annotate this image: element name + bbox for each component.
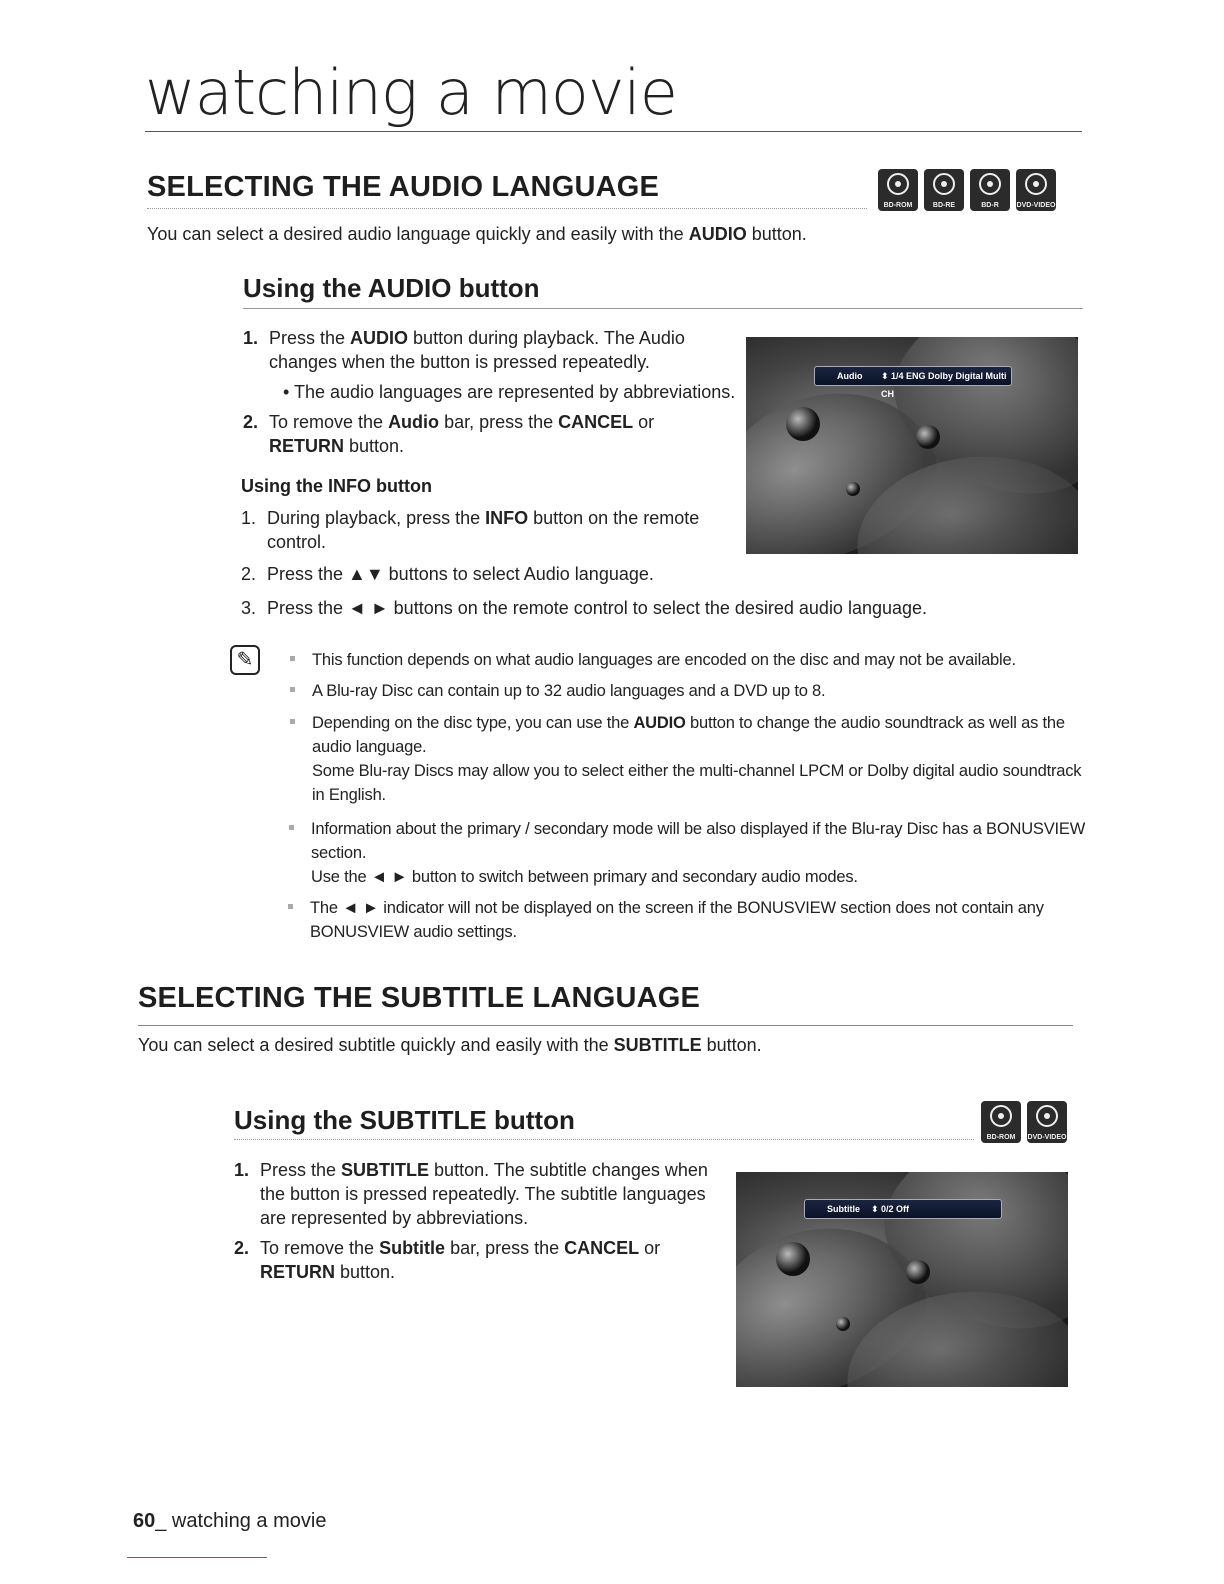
subtitle-osd-bar: Subtitle ⬍ 0/2 Off <box>804 1199 1002 1219</box>
audio-section-heading: SELECTING THE AUDIO LANGUAGE <box>147 171 660 203</box>
chapter-rule <box>145 131 1082 132</box>
info-button-heading: Using the INFO button <box>241 476 432 496</box>
audio-note-5: The ◄ ► indicator will not be displayed on the screen if the BONUSVIEW section does not contain any BONUSVIEW audio settings. <box>310 896 1090 944</box>
subtitle-disc-badges <box>975 1101 1067 1148</box>
disc-dvdvideo-icon: DVD-VIDEO <box>1027 1101 1067 1143</box>
subtitle-subheading: Using the SUBTITLE button <box>234 1105 575 1135</box>
chapter-title: watching a movie <box>145 56 677 129</box>
disc-bdr-icon: BD-R <box>970 169 1010 211</box>
subtitle-step-2: 2. To remove the Subtitle bar, press the CANCEL or RETURN button. <box>234 1238 661 1282</box>
audio-subheading: Using the AUDIO button <box>243 273 540 303</box>
footer-label: watching a movie <box>166 1510 327 1532</box>
info-step-3: 3. Press the ◄ ► buttons on the remote control to select the desired audio language. <box>241 598 928 618</box>
audio-intro: You can select a desired audio language quickly and easily with the AUDIO button. <box>147 224 807 244</box>
subtitle-osd-screenshot <box>736 1172 1068 1387</box>
subtitle-section-heading: SELECTING THE SUBTITLE LANGUAGE <box>138 982 701 1014</box>
disc-bdrom-icon: BD-ROM <box>878 169 918 211</box>
subtitle-heading-rule <box>138 1025 1073 1026</box>
audio-note-4: Information about the primary / secondary mode will be also displayed if the Blu-ray Disc has a BONUSVIEW section. Use the ◄ ► button to switch between primary and secondary audio modes. <box>311 817 1091 889</box>
audio-step-2: 2. To remove the Audio bar, press the CANCEL or RETURN button. <box>243 412 655 456</box>
disc-bdre-icon: BD-RE <box>924 169 964 211</box>
info-step-1: 1. During playback, press the INFO button on the remote control. <box>241 508 700 552</box>
subtitle-intro: You can select a desired subtitle quickly and easily with the SUBTITLE button. <box>138 1035 762 1055</box>
audio-osd-screenshot <box>746 337 1078 554</box>
audio-disc-badges <box>872 169 1056 216</box>
audio-heading-rule <box>147 208 867 209</box>
disc-dvdvideo-icon: DVD-VIDEO <box>1016 169 1056 211</box>
note-icon: ✎ <box>230 645 260 675</box>
page-footer: 60_ watching a movie <box>133 1510 327 1532</box>
subtitle-subheading-rule <box>234 1139 974 1140</box>
audio-note-2: A Blu-ray Disc can contain up to 32 audio languages and a DVD up to 8. <box>312 679 1092 703</box>
audio-note-1: This function depends on what audio languages are encoded on the disc and may not be available. <box>312 648 1092 672</box>
footer-rule <box>127 1557 267 1558</box>
audio-step-1: 1. Press the AUDIO button during playback. The Audio changes when the button is pressed repeatedly. • The audio languages are represented by abbreviations. <box>243 328 736 402</box>
audio-note-3: Depending on the disc type, you can use the AUDIO button to change the audio soundtrack as well as the audio language. Some Blu-ray Discs may allow you to select either the multi-channel LPCM or Dolby digital audio soundtrack in English. <box>312 711 1092 807</box>
page-number: 60 <box>133 1510 156 1532</box>
audio-subheading-rule <box>243 308 1083 309</box>
info-step-2: 2. Press the ▲▼ buttons to select Audio language. <box>241 564 654 584</box>
subtitle-step-1: 1. Press the SUBTITLE button. The subtitle changes when the button is pressed repeatedly. The subtitle languages are represented by abbreviations. <box>234 1160 708 1228</box>
audio-osd-bar: Audio ⬍ 1/4 ENG Dolby Digital Multi CH <box>814 366 1012 386</box>
disc-bdrom-icon: BD-ROM <box>981 1101 1021 1143</box>
